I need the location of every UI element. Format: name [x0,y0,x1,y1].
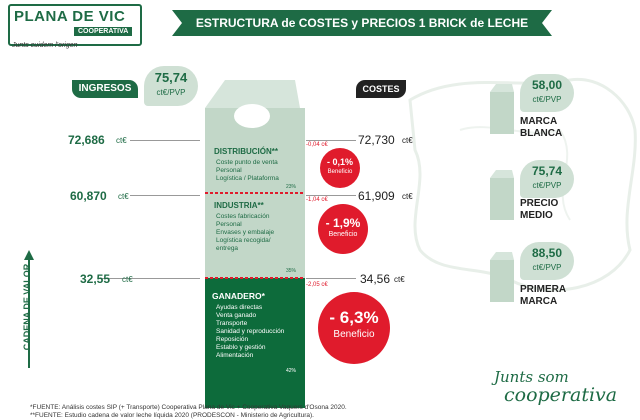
logo-sub: COOPERATIVA [74,27,132,36]
footnote-1: *FUENTE: Análisis costes SIP (+ Transporte) Cooperativa Plana de Vic + Cooperativa Vaquers d'Osona 2020. [30,404,347,411]
price-unit-marca-blanca: ct€/PVP [532,95,562,104]
coste-ganadero: 34,56 [360,272,391,286]
row1-right-line [306,140,356,141]
brand-name-primera-marca-2: MARCA [520,296,558,307]
pvp-bubble [144,66,198,106]
price-unit-precio-medio: ct€/PVP [532,181,562,190]
ingreso-industria-unit: ct€ [118,192,129,201]
logo [8,4,142,46]
price-value-marca-blanca: 58,00 [531,78,563,92]
row3-left-line [100,278,200,279]
segment-distribucion-title: DISTRIBUCIÓN** [214,147,279,156]
price-value-primera-marca: 88,50 [531,246,563,260]
title-banner [172,10,552,36]
footnote-2: **FUENTE: Estudio cadena de valor leche líquida 2020 (PRODESCON - Ministerio de Agricultura). [30,412,314,419]
brand-name-precio-medio-1: PRECIO [520,198,559,209]
benefit-ganadero-label: Beneficio [333,329,375,340]
price-value-precio-medio: 75,74 [531,164,563,178]
price-unit-primera-marca: ct€/PVP [532,263,562,272]
row2-right-line [306,195,356,196]
segment-industria-item: Envases y embalaje [216,229,275,236]
carton-icon-primera-marca [488,252,516,302]
segment-industria-item: Logística recogida/ [216,237,271,244]
ingresos-tag: INGRESOS [72,80,138,98]
coste-distribucion: 72,730 [358,133,395,147]
ingreso-ganadero-unit: ct€ [122,275,133,284]
segment-ganadero-item: Venta ganado [216,312,257,319]
segment-ganadero-item: Alimentación [216,352,254,359]
benefit-distribucion-badge [320,148,360,188]
benefit-industria-badge [318,204,368,254]
benefit-distribucion-label: Beneficio [327,169,353,175]
benefit-industria-label: Beneficio [328,231,358,238]
benefit-ganadero-badge [318,292,390,364]
segment-distribucion-item: Coste punto de venta [216,159,278,166]
brand-name-marca-blanca-2: BLANCA [520,128,563,139]
carton-icon-marca-blanca [488,84,516,134]
benefit-distribucion-value: - 0,1% [326,157,353,167]
coste-industria-unit: ct€ [402,192,413,201]
benefit-ganadero-value: - 6,3% [329,308,379,327]
row1-left-line [130,140,200,141]
ingreso-industria: 60,870 [70,189,107,203]
price-bubble-marca-blanca [520,74,574,112]
segment-ganadero-pct: 42% [286,368,297,374]
coste-ganadero-unit: ct€ [394,275,405,284]
segment-ganadero-item: Establo y gestión [216,344,266,351]
segment-industria-pct: 35% [286,268,297,274]
segment-distribucion-item: Personal [216,167,242,174]
segment-industria-title: INDUSTRIA** [214,201,264,210]
slogan-line1: Junts som [494,368,569,386]
logo-tagline: Junts cuidem l'origen [12,42,78,49]
ingreso-distribucion: 72,686 [68,133,105,147]
ingreso-ganadero: 32,55 [80,272,111,286]
ingreso-distribucion-unit: ct€ [116,136,127,145]
segment-ganadero-item: Sanidad y reproducción [216,328,285,335]
brand-name-primera-marca-1: PRIMERA [520,284,567,295]
segment-ganadero-item: Ayudas directas [216,304,263,311]
segment-distribucion-item: Logística / Plataforma [216,175,279,182]
cadena-valor-label: CADENA DE VALOR [22,263,32,351]
logo-name: PLANA DE VIC [14,8,126,25]
segment-industria-item: entrega [216,245,239,252]
price-bubble-primera-marca [520,242,574,280]
segment-ganadero-item: Reposición [216,336,249,343]
coste-distribucion-unit: ct€ [402,136,413,145]
row3-right-line [306,278,356,279]
page-title: ESTRUCTURA de COSTES y PRECIOS 1 BRICK de LECHE [195,16,529,30]
segment-industria-item: Personal [216,221,242,228]
segment-ganadero-item: Transporte [216,320,248,327]
brand-name-marca-blanca-1: MARCA [520,116,558,127]
price-bubble-precio-medio [520,160,574,198]
segment-distribucion-pct: 23% [286,184,297,190]
pvp-bubble-unit: ct€/PVP [156,88,186,97]
delta-industria: -1,04 c€ [306,197,328,203]
pvp-bubble-value: 75,74 [154,70,188,85]
slogan-line2: cooperativa [504,384,618,406]
costes-tag: COSTES [356,80,406,98]
carton-icon-precio-medio [488,170,516,220]
delta-distribucion: -0,04 c€ [306,142,328,148]
row2-left-line [130,195,200,196]
delta-ganadero: -2,05 c€ [306,282,328,288]
brand-name-precio-medio-2: MEDIO [520,210,553,221]
segment-industria-item: Costes fabricación [216,213,270,220]
benefit-industria-value: - 1,9% [325,216,361,230]
segment-ganadero-title: GANADERO* [212,291,265,301]
coste-industria: 61,909 [358,189,395,203]
cadena-valor-arrow [24,250,34,370]
